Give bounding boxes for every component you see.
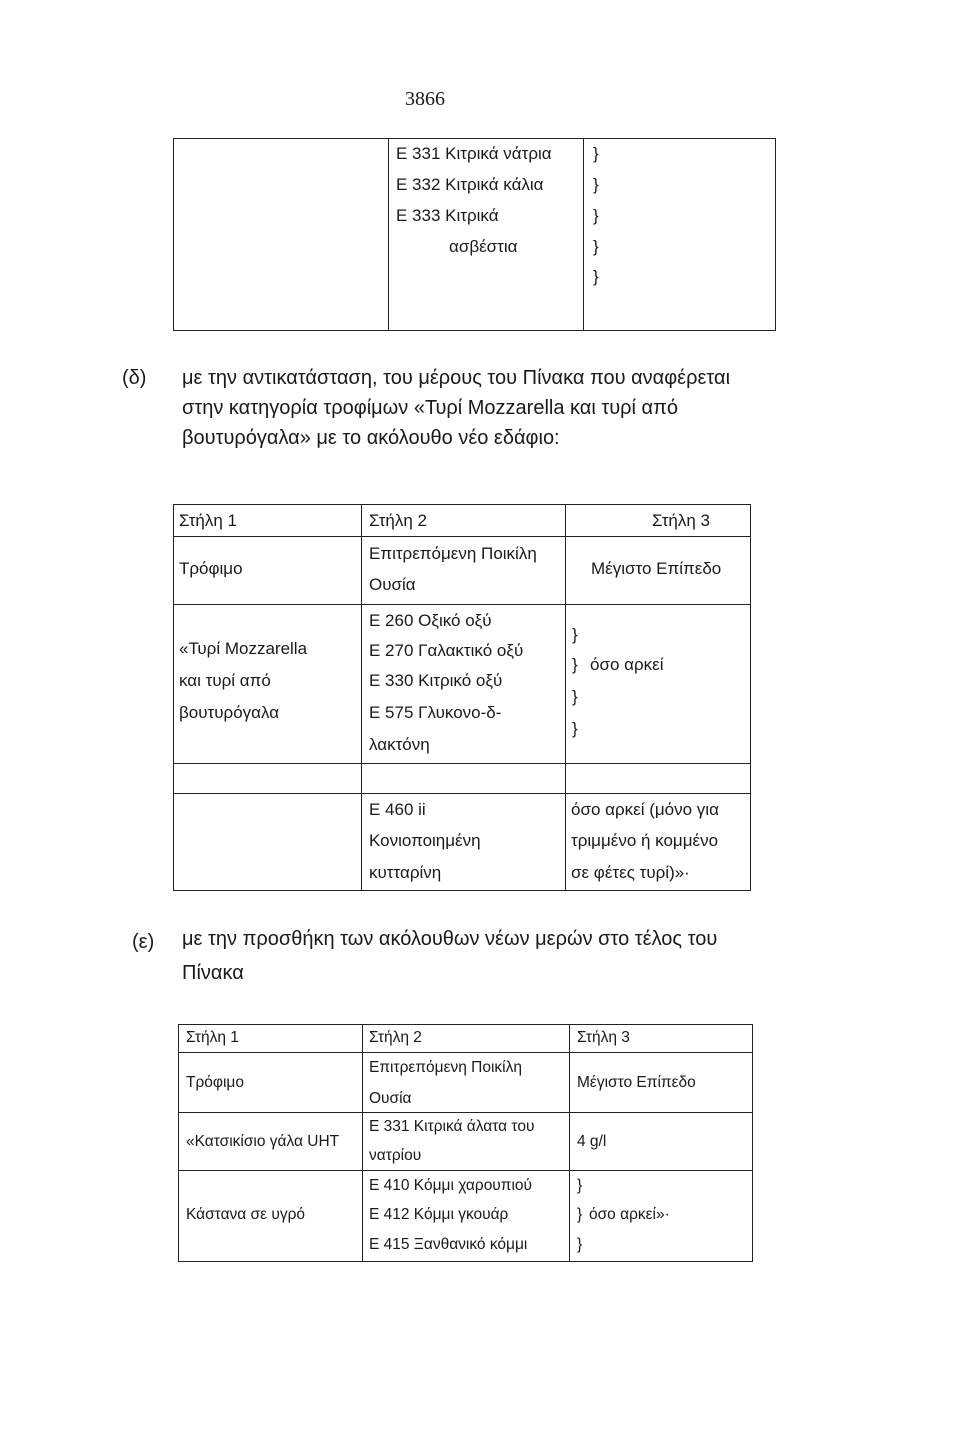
table-e-header-col2: Στήλη 2 (369, 1029, 422, 1046)
table-d-brace-4: } (572, 719, 578, 738)
table-d-food-line1: «Τυρί Mozzarella (179, 639, 308, 658)
para-d-text (182, 363, 782, 453)
table-d-substance-2: E 270 Γαλακτικό οξύ (369, 641, 524, 660)
table-d-row2-level-2: τριμμένο ή κομμένο (571, 831, 719, 850)
para-e-text (182, 922, 782, 990)
table-d-substance-4: E 575 Γλυκονο-δ- (369, 703, 502, 722)
table-d-row2-substance-1: E 460 ii (369, 800, 426, 819)
table-e-subheader-col2-line1: Επιτρεπόμενη Ποικίλη (369, 1059, 522, 1076)
table-d-food-line3: βουτυρόγαλα (179, 703, 280, 722)
top-table-row-4: ασβέστια (449, 237, 518, 256)
top-table-row-2: E 332 Κιτρικά κάλια (396, 175, 544, 194)
top-table-divider-left (388, 138, 389, 331)
top-table (173, 138, 776, 331)
table-d-subheader-rule (173, 604, 751, 605)
table-d-col-divider-2 (565, 504, 566, 891)
para-d-label: (δ) (122, 367, 147, 389)
table-d-brace-2: } (572, 655, 578, 674)
top-table-row-3: E 333 Κιτρικά (396, 206, 499, 225)
table-d-brace-1: } (572, 625, 578, 644)
top-table-brace-4: } (593, 237, 599, 256)
para-d-line-3: βουτυρόγαλα» με το ακόλουθο νέο εδάφιο: (182, 427, 560, 449)
table-e-subheader-rule (178, 1112, 753, 1113)
table-d-row2-level-1: όσο αρκεί (μόνο για (571, 800, 719, 819)
table-e-row2-food: Κάστανα σε υγρό (186, 1206, 306, 1223)
para-e-line-1: με την προσθήκη των ακόλουθων νέων μερών στο τέλος του (182, 928, 718, 950)
table-e-row2-level: όσο αρκεί»· (589, 1206, 670, 1223)
top-table-brace-5: } (593, 267, 599, 286)
table-d-subheader-col3: Μέγιστο Επίπεδο (591, 559, 722, 578)
table-d-substance-5: λακτόνη (369, 735, 430, 754)
table-e-row2-substance-3: E 415 Ξανθανικό κόμμι (369, 1236, 528, 1253)
table-d-row2-level-3: σε φέτες τυρί)»· (571, 863, 690, 882)
table-d-subheader-col2-line2: Ουσία (369, 575, 416, 594)
table-d-level: όσο αρκεί (590, 655, 664, 674)
page-number: 3866 (405, 88, 445, 110)
top-table-brace-2: } (593, 175, 599, 194)
table-d-substance-3: E 330 Κιτρικό οξύ (369, 671, 503, 690)
table-e-row-rule (178, 1170, 753, 1171)
table-e-header-rule (178, 1052, 753, 1053)
table-e-row1-substance-line2: νατρίου (369, 1147, 422, 1164)
table-e-header-col3: Στήλη 3 (577, 1029, 630, 1046)
table-d-header-col1: Στήλη 1 (179, 511, 237, 530)
top-table-brace-1: } (593, 144, 599, 163)
table-d-food-line2: και τυρί από (179, 671, 271, 690)
table-e-subheader-col1: Τρόφιμο (186, 1074, 244, 1091)
table-d-substance-1: E 260 Οξικό οξύ (369, 611, 492, 630)
table-e-subheader-col2-line2: Ουσία (369, 1090, 412, 1107)
top-table-divider-right (583, 138, 584, 331)
table-d-row-rule-2 (173, 793, 751, 794)
para-e-line-2: Πίνακα (182, 962, 244, 984)
para-d-line-2: στην κατηγορία τροφίμων «Τυρί Mozzarella και τυρί από (182, 397, 679, 419)
table-e-subheader-col3: Μέγιστο Επίπεδο (577, 1074, 696, 1091)
table-e-row2-brace-2: } (577, 1206, 583, 1223)
table-e-row1-substance-line1: E 331 Κιτρικά άλατα του (369, 1118, 535, 1135)
table-d-row-rule (173, 763, 751, 764)
table-d-header-col3: Στήλη 3 (652, 511, 710, 530)
table-e-col-divider-1 (362, 1024, 363, 1262)
table-d-header-rule (173, 536, 751, 537)
para-d-line-1: με την αντικατάσταση, του μέρους του Πίνακα που αναφέρεται (182, 367, 731, 389)
table-d-subheader-col1: Τρόφιμο (179, 559, 243, 578)
table-d-row2-substance-3: κυτταρίνη (369, 863, 442, 882)
table-e-row2-substance-2: E 412 Κόμμι γκουάρ (369, 1206, 509, 1223)
table-e-row1-level: 4 g/l (577, 1133, 607, 1150)
table-d-brace-3: } (572, 687, 578, 706)
table-d-col-divider-1 (361, 504, 362, 891)
table-d-row2-substance-2: Κονιοποιημένη (369, 831, 481, 850)
table-e-row1-food: «Κατσικίσιο γάλα UHT (186, 1133, 340, 1150)
table-e-header-col1: Στήλη 1 (186, 1029, 239, 1046)
para-e-label: (ε) (132, 931, 155, 953)
table-e-row2-brace-3: } (577, 1236, 583, 1253)
table-e-row2-substance-1: E 410 Κόμμι χαρουπιού (369, 1177, 533, 1194)
table-d-subheader-col2-line1: Επιτρεπόμενη Ποικίλη (369, 544, 537, 563)
table-d-header-col2: Στήλη 2 (369, 511, 427, 530)
top-table-brace-3: } (593, 206, 599, 225)
top-table-row-1: E 331 Κιτρικά νάτρια (396, 144, 552, 163)
table-e-col-divider-2 (569, 1024, 570, 1262)
table-e-row2-brace-1: } (577, 1177, 583, 1194)
